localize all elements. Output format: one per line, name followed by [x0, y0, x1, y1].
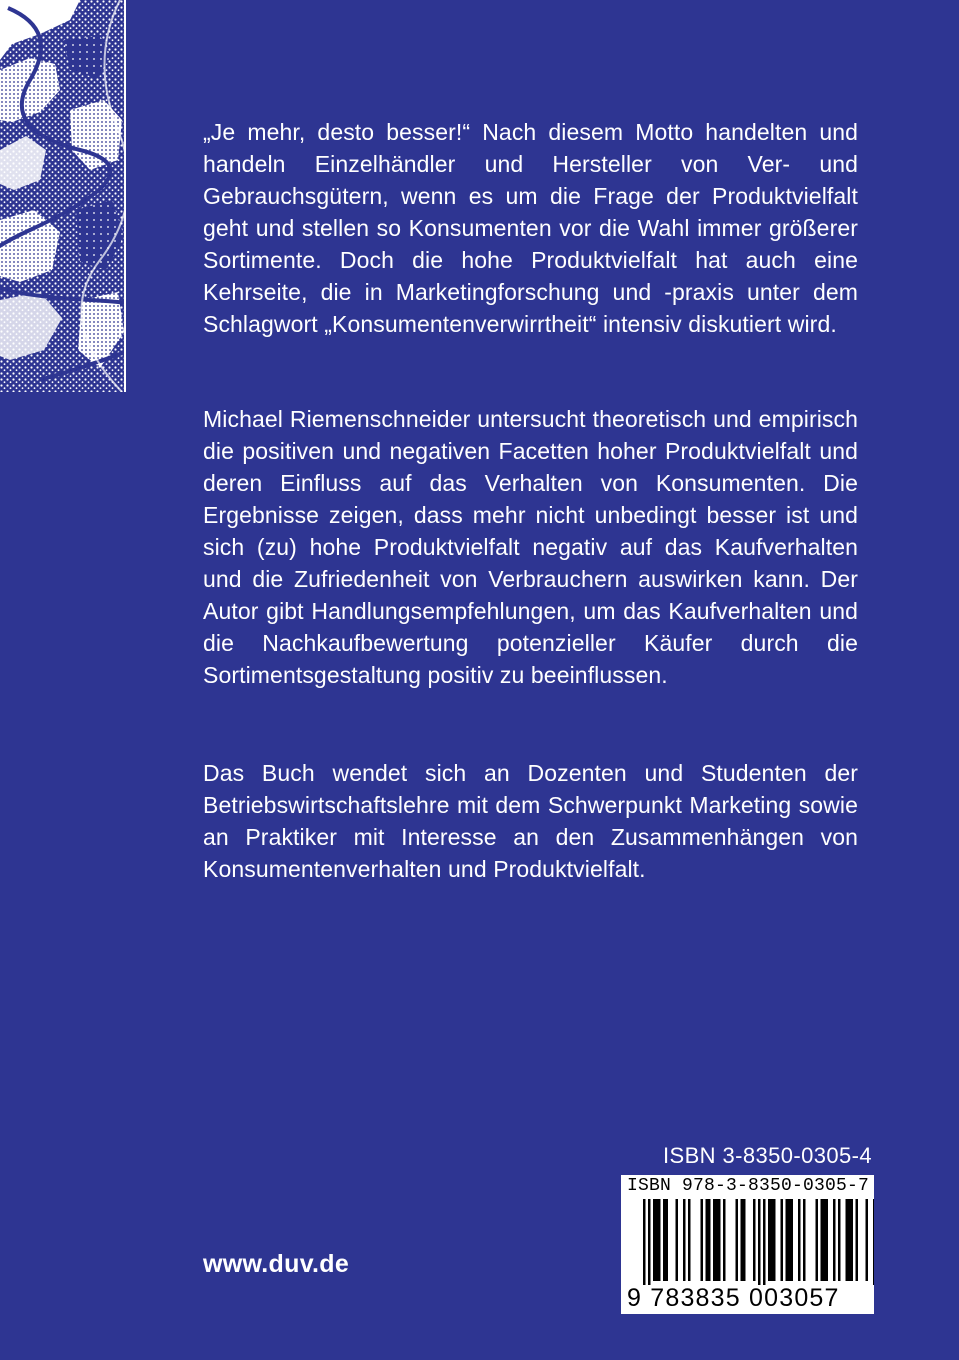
website-url: www.duv.de — [203, 1250, 350, 1278]
barcode-isbn-13: ISBN 978-3-8350-0305-7 — [627, 1176, 870, 1196]
barcode-bar — [653, 1199, 656, 1281]
barcode-bar — [851, 1199, 854, 1281]
paragraph-text: Michael Riemenschneider untersucht theoretisch und empirisch die positiven und negativen Facetten hoher Produktvielfalt und deren Einfluss auf das Verhalten von Konsumenten. Die Ergebnisse zeigen, dass mehr nicht unbedingt besser ist und sich (zu) hohe Produktvielfalt negativ auf das Kaufverhalten und die Zufriedenheit von Verbrauchern auswirken kann. Der Autor gibt Handlungsempfehlungen, um das Kaufverhalten und die Nachkaufbewertung potenzieller Käufer durch die Sortimentsgestaltung positiv zu beeinflussen. — [203, 406, 858, 688]
barcode-bar — [823, 1199, 826, 1281]
description-paragraph-1 — [203, 116, 858, 340]
barcode — [621, 1175, 874, 1314]
paragraph-text: „Je mehr, desto besser!“ Nach diesem Motto handelten und handeln Einzelhändler und Hersteller von Ver- und Gebrauchsgütern, wenn es um die Frage der Produktvielfalt geht und stellen so Konsumenten vor die Wahl immer größerer Sortimente. Doch die hohe Produktvielfalt hat auch eine Kehrseite, die in Marketingforschung und -praxis unter dem Schlagwort „Konsumentenverwirrtheit“ intensiv diskutiert wird. — [203, 119, 858, 337]
barcode-bar — [786, 1199, 789, 1281]
barcode-bar — [848, 1199, 851, 1281]
barcode-bar — [856, 1199, 859, 1281]
barcode-bar — [743, 1199, 746, 1281]
barcode-bar — [816, 1199, 819, 1281]
description-paragraph-2 — [203, 403, 858, 691]
barcode-bar — [788, 1199, 791, 1281]
barcode-bar — [838, 1199, 841, 1281]
barcode-bar — [773, 1199, 776, 1281]
barcode-bar — [821, 1199, 824, 1281]
barcode-bar — [846, 1199, 849, 1281]
globe-icon — [0, 0, 126, 392]
barcode-bar — [753, 1199, 756, 1281]
barcode-bar — [701, 1199, 704, 1281]
barcode-bar — [683, 1199, 686, 1281]
barcode-bar — [798, 1199, 801, 1281]
barcode-bar — [866, 1199, 869, 1281]
isbn-10: ISBN 3-8350-0305-4 — [663, 1143, 872, 1168]
barcode-bar — [716, 1199, 719, 1281]
barcode-bar — [688, 1199, 691, 1281]
barcode-bar — [718, 1199, 721, 1281]
barcode-bar — [663, 1199, 666, 1281]
barcode-bar — [658, 1199, 661, 1281]
barcode-digits: 9 783835 003057 — [627, 1284, 840, 1312]
barcode-bar — [771, 1199, 774, 1281]
barcode-bars — [621, 1199, 874, 1285]
barcode-bar — [676, 1199, 679, 1281]
barcode-bar — [741, 1199, 744, 1281]
barcode-guard-bar — [643, 1199, 646, 1285]
barcode-bar — [826, 1199, 829, 1281]
barcode-bar — [656, 1199, 659, 1281]
barcode-guard-bar — [648, 1199, 651, 1285]
barcode-guard-bar — [758, 1199, 761, 1285]
barcode-bar — [736, 1199, 739, 1281]
barcode-bar — [713, 1199, 716, 1281]
barcode-bar — [708, 1199, 711, 1281]
barcode-guard-bar — [763, 1199, 766, 1285]
barcode-bar — [723, 1199, 726, 1281]
barcode-bar — [791, 1199, 794, 1281]
barcode-bar — [706, 1199, 709, 1281]
barcode-guard-bar — [873, 1199, 874, 1285]
barcode-bar — [781, 1199, 784, 1281]
description-paragraph-3 — [203, 757, 858, 885]
paragraph-text: Das Buch wendet sich an Dozenten und Studenten der Betriebswirtschaftslehre mit dem Schwerpunkt Marketing sowie an Praktiker mit Interesse an den Zusammenhängen von Konsumentenverhalten und Produktvielfalt. — [203, 760, 858, 882]
barcode-bar — [833, 1199, 836, 1281]
barcode-bar — [666, 1199, 669, 1281]
barcode-bar — [768, 1199, 771, 1281]
barcode-bar — [803, 1199, 806, 1281]
globe-graphic — [0, 0, 126, 392]
